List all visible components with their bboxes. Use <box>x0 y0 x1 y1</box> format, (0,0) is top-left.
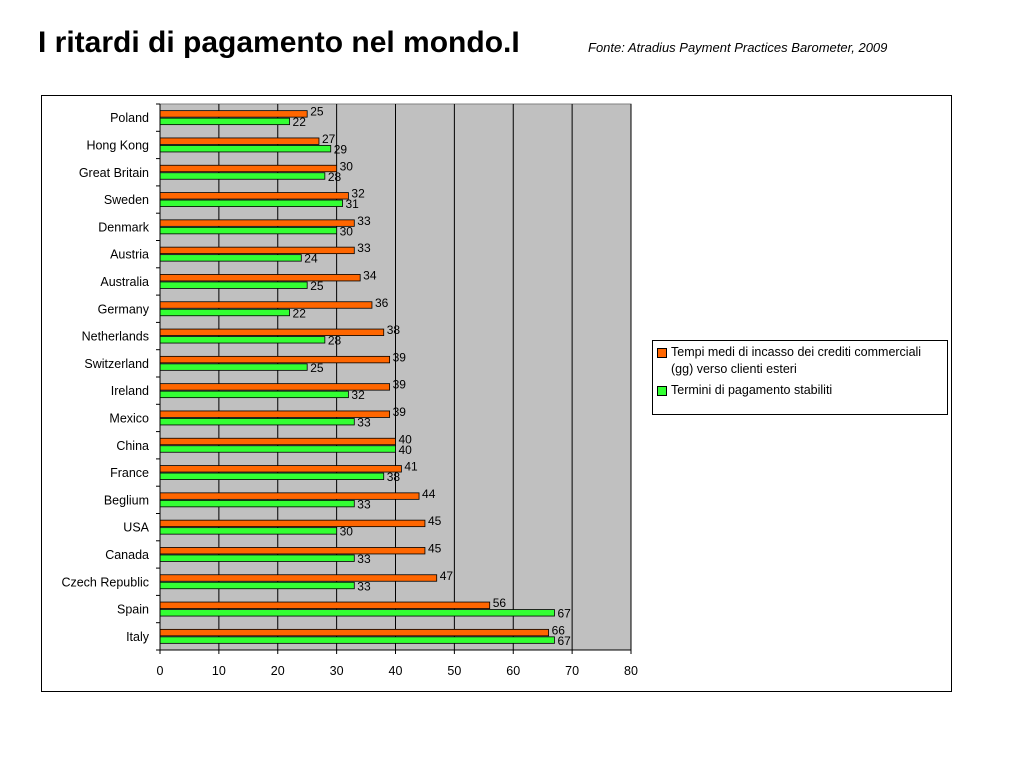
bar-incasso-beglium <box>160 493 419 500</box>
bar-incasso-canada <box>160 547 425 554</box>
category-label: Hong Kong <box>86 138 149 153</box>
chart-legend <box>652 340 948 415</box>
legend-item-series-1 <box>657 344 943 378</box>
bar-termini-spain <box>160 610 554 617</box>
data-label: 28 <box>327 333 342 348</box>
data-label: 39 <box>392 350 406 365</box>
bar-incasso-czech-republic <box>160 575 437 582</box>
bar-termini-france <box>160 473 384 480</box>
category-label: Denmark <box>98 220 149 235</box>
bar-termini-czech-republic <box>160 582 354 589</box>
bar-incasso-australia <box>160 274 360 281</box>
x-tick-label: 30 <box>329 664 344 678</box>
x-tick-label: 20 <box>270 664 285 678</box>
data-label: 30 <box>339 159 353 174</box>
bar-termini-sweden <box>160 200 343 207</box>
bar-incasso-switzerland <box>160 356 390 363</box>
data-label: 40 <box>398 442 412 457</box>
data-label: 27 <box>321 131 336 146</box>
category-label: Great Britain <box>78 165 149 180</box>
bar-termini-netherlands <box>160 337 325 344</box>
data-label: 40 <box>398 432 412 447</box>
category-label: Sweden <box>103 193 149 208</box>
bar-termini-hong-kong <box>160 145 331 152</box>
category-label: France <box>110 466 149 481</box>
category-label: Italy <box>126 629 149 644</box>
legend-swatch-series-2 <box>657 386 667 396</box>
data-label: 32 <box>351 186 365 201</box>
bar-incasso-great-britain <box>160 165 337 172</box>
data-label: 22 <box>292 115 306 130</box>
category-label: Switzerland <box>84 356 149 371</box>
data-label: 44 <box>422 486 436 501</box>
data-label: 30 <box>339 524 353 539</box>
x-tick-label: 10 <box>211 664 226 678</box>
data-label: 34 <box>363 268 377 283</box>
bar-incasso-sweden <box>160 193 348 200</box>
bar-termini-great-britain <box>160 173 325 180</box>
category-label: USA <box>123 520 149 535</box>
x-tick-label: 60 <box>506 664 521 678</box>
data-label: 36 <box>374 295 389 310</box>
bar-termini-australia <box>160 282 307 289</box>
category-label: Austria <box>110 247 149 262</box>
category-label: Canada <box>105 547 149 562</box>
data-label: 41 <box>404 459 418 474</box>
data-label: 22 <box>292 306 306 321</box>
bar-termini-canada <box>160 555 354 562</box>
category-label: Spain <box>117 602 149 617</box>
data-label: 56 <box>492 596 507 611</box>
data-label: 33 <box>357 579 371 594</box>
data-label: 45 <box>427 514 442 529</box>
x-tick-label: 70 <box>565 664 580 678</box>
x-tick-label: 40 <box>388 664 403 678</box>
bar-incasso-germany <box>160 302 372 309</box>
x-tick-label: 0 <box>156 664 164 678</box>
bar-incasso-poland <box>160 111 307 118</box>
data-label: 39 <box>392 404 406 419</box>
category-label: China <box>116 438 149 453</box>
bar-incasso-austria <box>160 247 354 254</box>
page-title: I ritardi di pagamento nel mondo.I <box>38 26 520 59</box>
source-note: Fonte: Atradius Payment Practices Barometer, 2009 <box>588 40 888 55</box>
data-label: 47 <box>439 568 454 583</box>
bar-incasso-italy <box>160 629 549 636</box>
bar-termini-denmark <box>160 227 337 234</box>
bar-termini-germany <box>160 309 290 316</box>
bar-termini-mexico <box>160 418 354 425</box>
bar-termini-austria <box>160 255 301 262</box>
data-label: 25 <box>310 278 324 293</box>
data-label: 32 <box>351 388 365 403</box>
data-label: 24 <box>304 251 318 266</box>
data-label: 33 <box>357 241 371 256</box>
bar-termini-italy <box>160 637 554 644</box>
data-label: 39 <box>392 377 406 392</box>
data-label: 33 <box>357 551 371 566</box>
data-label: 67 <box>557 633 571 648</box>
data-label: 28 <box>327 169 342 184</box>
data-label: 66 <box>551 623 565 638</box>
x-tick-label: 80 <box>624 664 638 678</box>
data-label: 45 <box>427 541 442 556</box>
category-label: Australia <box>100 274 149 289</box>
bar-termini-poland <box>160 118 290 125</box>
bar-termini-china <box>160 446 396 453</box>
data-label: 31 <box>345 197 359 212</box>
bar-termini-switzerland <box>160 364 307 371</box>
legend-label-series-1: Tempi medi di incasso dei crediti commerciali (gg) verso clienti esteri <box>671 345 922 376</box>
bar-incasso-netherlands <box>160 329 384 336</box>
category-label: Mexico <box>109 411 149 426</box>
bar-incasso-spain <box>160 602 490 609</box>
data-label: 25 <box>310 360 324 375</box>
bar-termini-beglium <box>160 500 354 507</box>
data-label: 67 <box>557 606 571 621</box>
category-label: Germany <box>97 302 149 317</box>
data-label: 38 <box>386 323 401 338</box>
bar-incasso-denmark <box>160 220 354 227</box>
bar-termini-ireland <box>160 391 348 398</box>
bar-termini-usa <box>160 528 337 535</box>
legend-swatch-series-1 <box>657 348 667 358</box>
category-label: Beglium <box>103 493 149 508</box>
data-label: 33 <box>357 213 371 228</box>
bar-incasso-france <box>160 466 401 473</box>
data-label: 25 <box>310 104 324 119</box>
category-label: Ireland <box>110 384 149 399</box>
bar-incasso-hong-kong <box>160 138 319 145</box>
category-label: Poland <box>110 111 149 126</box>
bar-incasso-china <box>160 438 396 445</box>
data-label: 29 <box>333 142 348 157</box>
category-label: Netherlands <box>81 329 149 344</box>
bar-incasso-mexico <box>160 411 390 418</box>
bar-incasso-usa <box>160 520 425 527</box>
data-label: 33 <box>357 415 371 430</box>
data-label: 30 <box>339 224 353 239</box>
legend-label-series-2: Termini di pagamento stabiliti <box>671 383 833 397</box>
x-tick-label: 50 <box>447 664 462 678</box>
category-label: Czech Republic <box>61 575 149 590</box>
data-label: 38 <box>386 470 401 485</box>
legend-item-series-2 <box>657 382 943 399</box>
data-label: 33 <box>357 497 371 512</box>
